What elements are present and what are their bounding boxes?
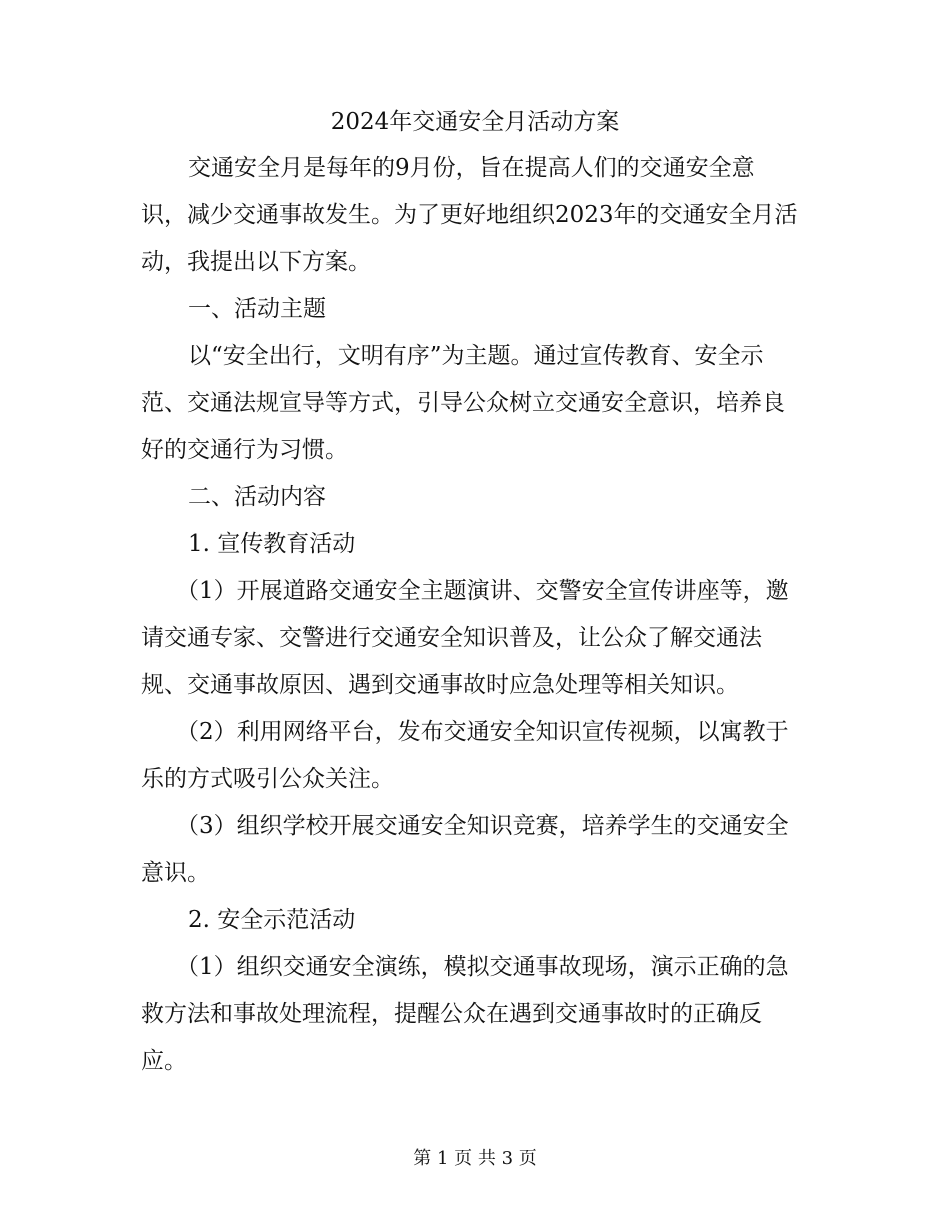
- paragraph-line: 以“安全出行，文明有序”为主题。通过宣传教育、安全示: [188, 343, 764, 369]
- paragraph-line: 范、交通法规宣导等方式，引导公众树立交通安全意识，培养良: [141, 390, 785, 416]
- paragraph-line: （3）组织学校开展交通安全知识竞赛，培养学生的交通安全: [176, 813, 789, 839]
- paragraph-line: 救方法和事故处理流程，提醒公众在遇到交通事故时的正确反: [141, 1001, 762, 1027]
- subsection-heading: 1. 宣传教育活动: [188, 531, 356, 557]
- paragraph-line: 意识。: [141, 860, 210, 886]
- paragraph-line: 请交通专家、交警进行交通安全知识普及，让公众了解交通法: [141, 625, 762, 651]
- paragraph-line: 规、交通事故原因、遇到交通事故时应急处理等相关知识。: [141, 672, 739, 698]
- paragraph-line: 乐的方式吸引公众关注。: [141, 766, 394, 792]
- page-footer: 第 1 页 共 3 页: [413, 1148, 537, 1169]
- paragraph-line: 动，我提出以下方案。: [141, 249, 371, 275]
- paragraph-line: 好的交通行为习惯。: [141, 437, 348, 463]
- section-heading: 二、活动内容: [188, 484, 326, 510]
- paragraph-line: （2）利用网络平台，发布交通安全知识宣传视频，以寓教于: [176, 719, 789, 745]
- paragraph-line: （1）开展道路交通安全主题演讲、交警安全宣传讲座等，邀: [176, 578, 789, 604]
- paragraph-line: 交通安全月是每年的9月份，旨在提高人们的交通安全意: [188, 155, 755, 181]
- document-title: 2024年交通安全月活动方案: [330, 109, 620, 135]
- subsection-heading: 2. 安全示范活动: [188, 907, 356, 933]
- section-heading: 一、活动主题: [188, 296, 326, 322]
- paragraph-line: （1）组织交通安全演练，模拟交通事故现场，演示正确的急: [176, 954, 789, 980]
- paragraph-line: 识，减少交通事故发生。为了更好地组织2023年的交通安全月活: [141, 202, 798, 228]
- paragraph-line: 应。: [141, 1048, 187, 1074]
